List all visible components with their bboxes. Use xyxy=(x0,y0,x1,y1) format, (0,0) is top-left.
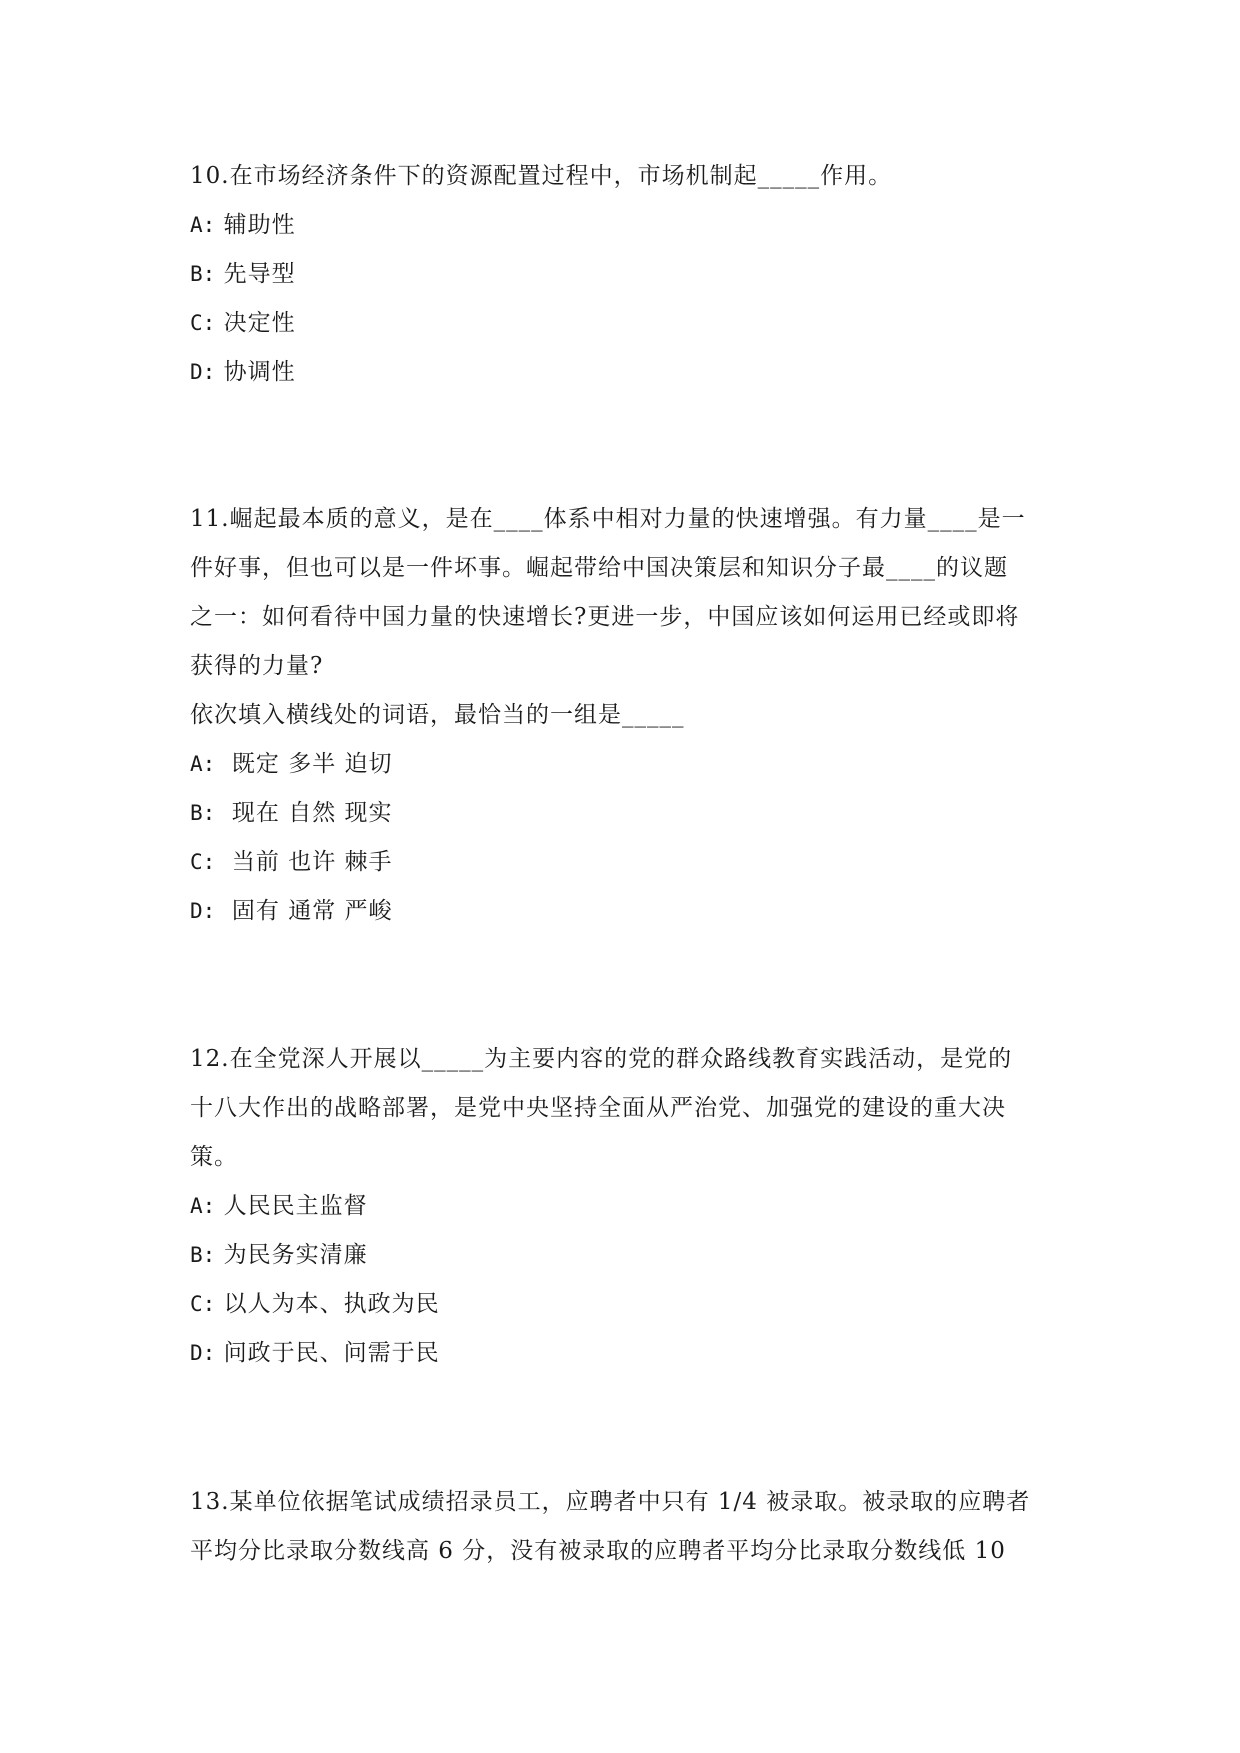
option-c xyxy=(190,299,1060,348)
question-13 xyxy=(190,1478,1060,1576)
option-d xyxy=(190,887,1060,936)
option-b xyxy=(190,250,1060,299)
question-10 xyxy=(190,152,1060,397)
option-a xyxy=(190,201,1060,250)
option-text: 人民民主监督 xyxy=(215,1193,368,1219)
option-text: 辅助性 xyxy=(215,212,296,238)
option-d xyxy=(190,348,1060,397)
option-text: 既定 多半 迫切 xyxy=(215,751,393,777)
question-stem-line: 获得的力量? xyxy=(190,653,324,679)
option-text: 协调性 xyxy=(215,359,296,385)
option-d xyxy=(190,1329,1060,1378)
option-text: 现在 自然 现实 xyxy=(215,800,393,826)
option-letter: D: xyxy=(190,360,216,384)
option-letter: B: xyxy=(190,801,216,825)
option-letter: B: xyxy=(190,1243,216,1267)
option-letter: B: xyxy=(190,262,216,286)
question-stem-line: 之一：如何看待中国力量的快速增长?更进一步，中国应该如何运用已经或即将 xyxy=(190,604,1020,630)
option-c xyxy=(190,838,1060,887)
question-instruction: 依次填入横线处的词语，最恰当的一组是_____ xyxy=(190,702,685,728)
question-stem-line: 10.在市场经济条件下的资源配置过程中，市场机制起_____作用。 xyxy=(190,163,893,189)
question-11 xyxy=(190,495,1060,936)
option-b xyxy=(190,1231,1060,1280)
question-stem-line: 件好事，但也可以是一件坏事。崛起带给中国决策层和知识分子最____的议题 xyxy=(190,555,1008,581)
option-a xyxy=(190,740,1060,789)
option-text: 当前 也许 棘手 xyxy=(215,849,393,875)
option-text: 决定性 xyxy=(215,310,296,336)
option-letter: C: xyxy=(190,850,216,874)
option-text: 固有 通常 严峻 xyxy=(215,898,393,924)
option-letter: C: xyxy=(190,311,216,335)
question-stem-line: 策。 xyxy=(190,1144,238,1170)
question-stem-line: 12.在全党深人开展以_____为主要内容的党的群众路线教育实践活动，是党的 xyxy=(190,1046,1013,1072)
option-letter: A: xyxy=(190,1194,216,1218)
option-b xyxy=(190,789,1060,838)
question-stem-line: 11.崛起最本质的意义，是在____体系中相对力量的快速增强。有力量____是一 xyxy=(190,506,1026,532)
question-12 xyxy=(190,1035,1060,1378)
question-stem-line: 平均分比录取分数线高 6 分，没有被录取的应聘者平均分比录取分数线低 10 xyxy=(190,1538,1006,1564)
question-stem-line: 13.某单位依据笔试成绩招录员工，应聘者中只有 1/4 被录取。被录取的应聘者 xyxy=(190,1489,1031,1515)
option-text: 先导型 xyxy=(215,261,296,287)
option-letter: C: xyxy=(190,1292,216,1316)
option-letter: A: xyxy=(190,752,216,776)
option-letter: D: xyxy=(190,899,216,923)
option-text: 为民务实清廉 xyxy=(215,1242,368,1268)
question-stem-line: 十八大作出的战略部署，是党中央坚持全面从严治党、加强党的建设的重大决 xyxy=(190,1095,1006,1121)
option-letter: A: xyxy=(190,213,216,237)
option-text: 以人为本、执政为民 xyxy=(215,1291,440,1317)
option-a xyxy=(190,1182,1060,1231)
option-c xyxy=(190,1280,1060,1329)
option-letter: D: xyxy=(190,1341,216,1365)
option-text: 问政于民、问需于民 xyxy=(215,1340,440,1366)
